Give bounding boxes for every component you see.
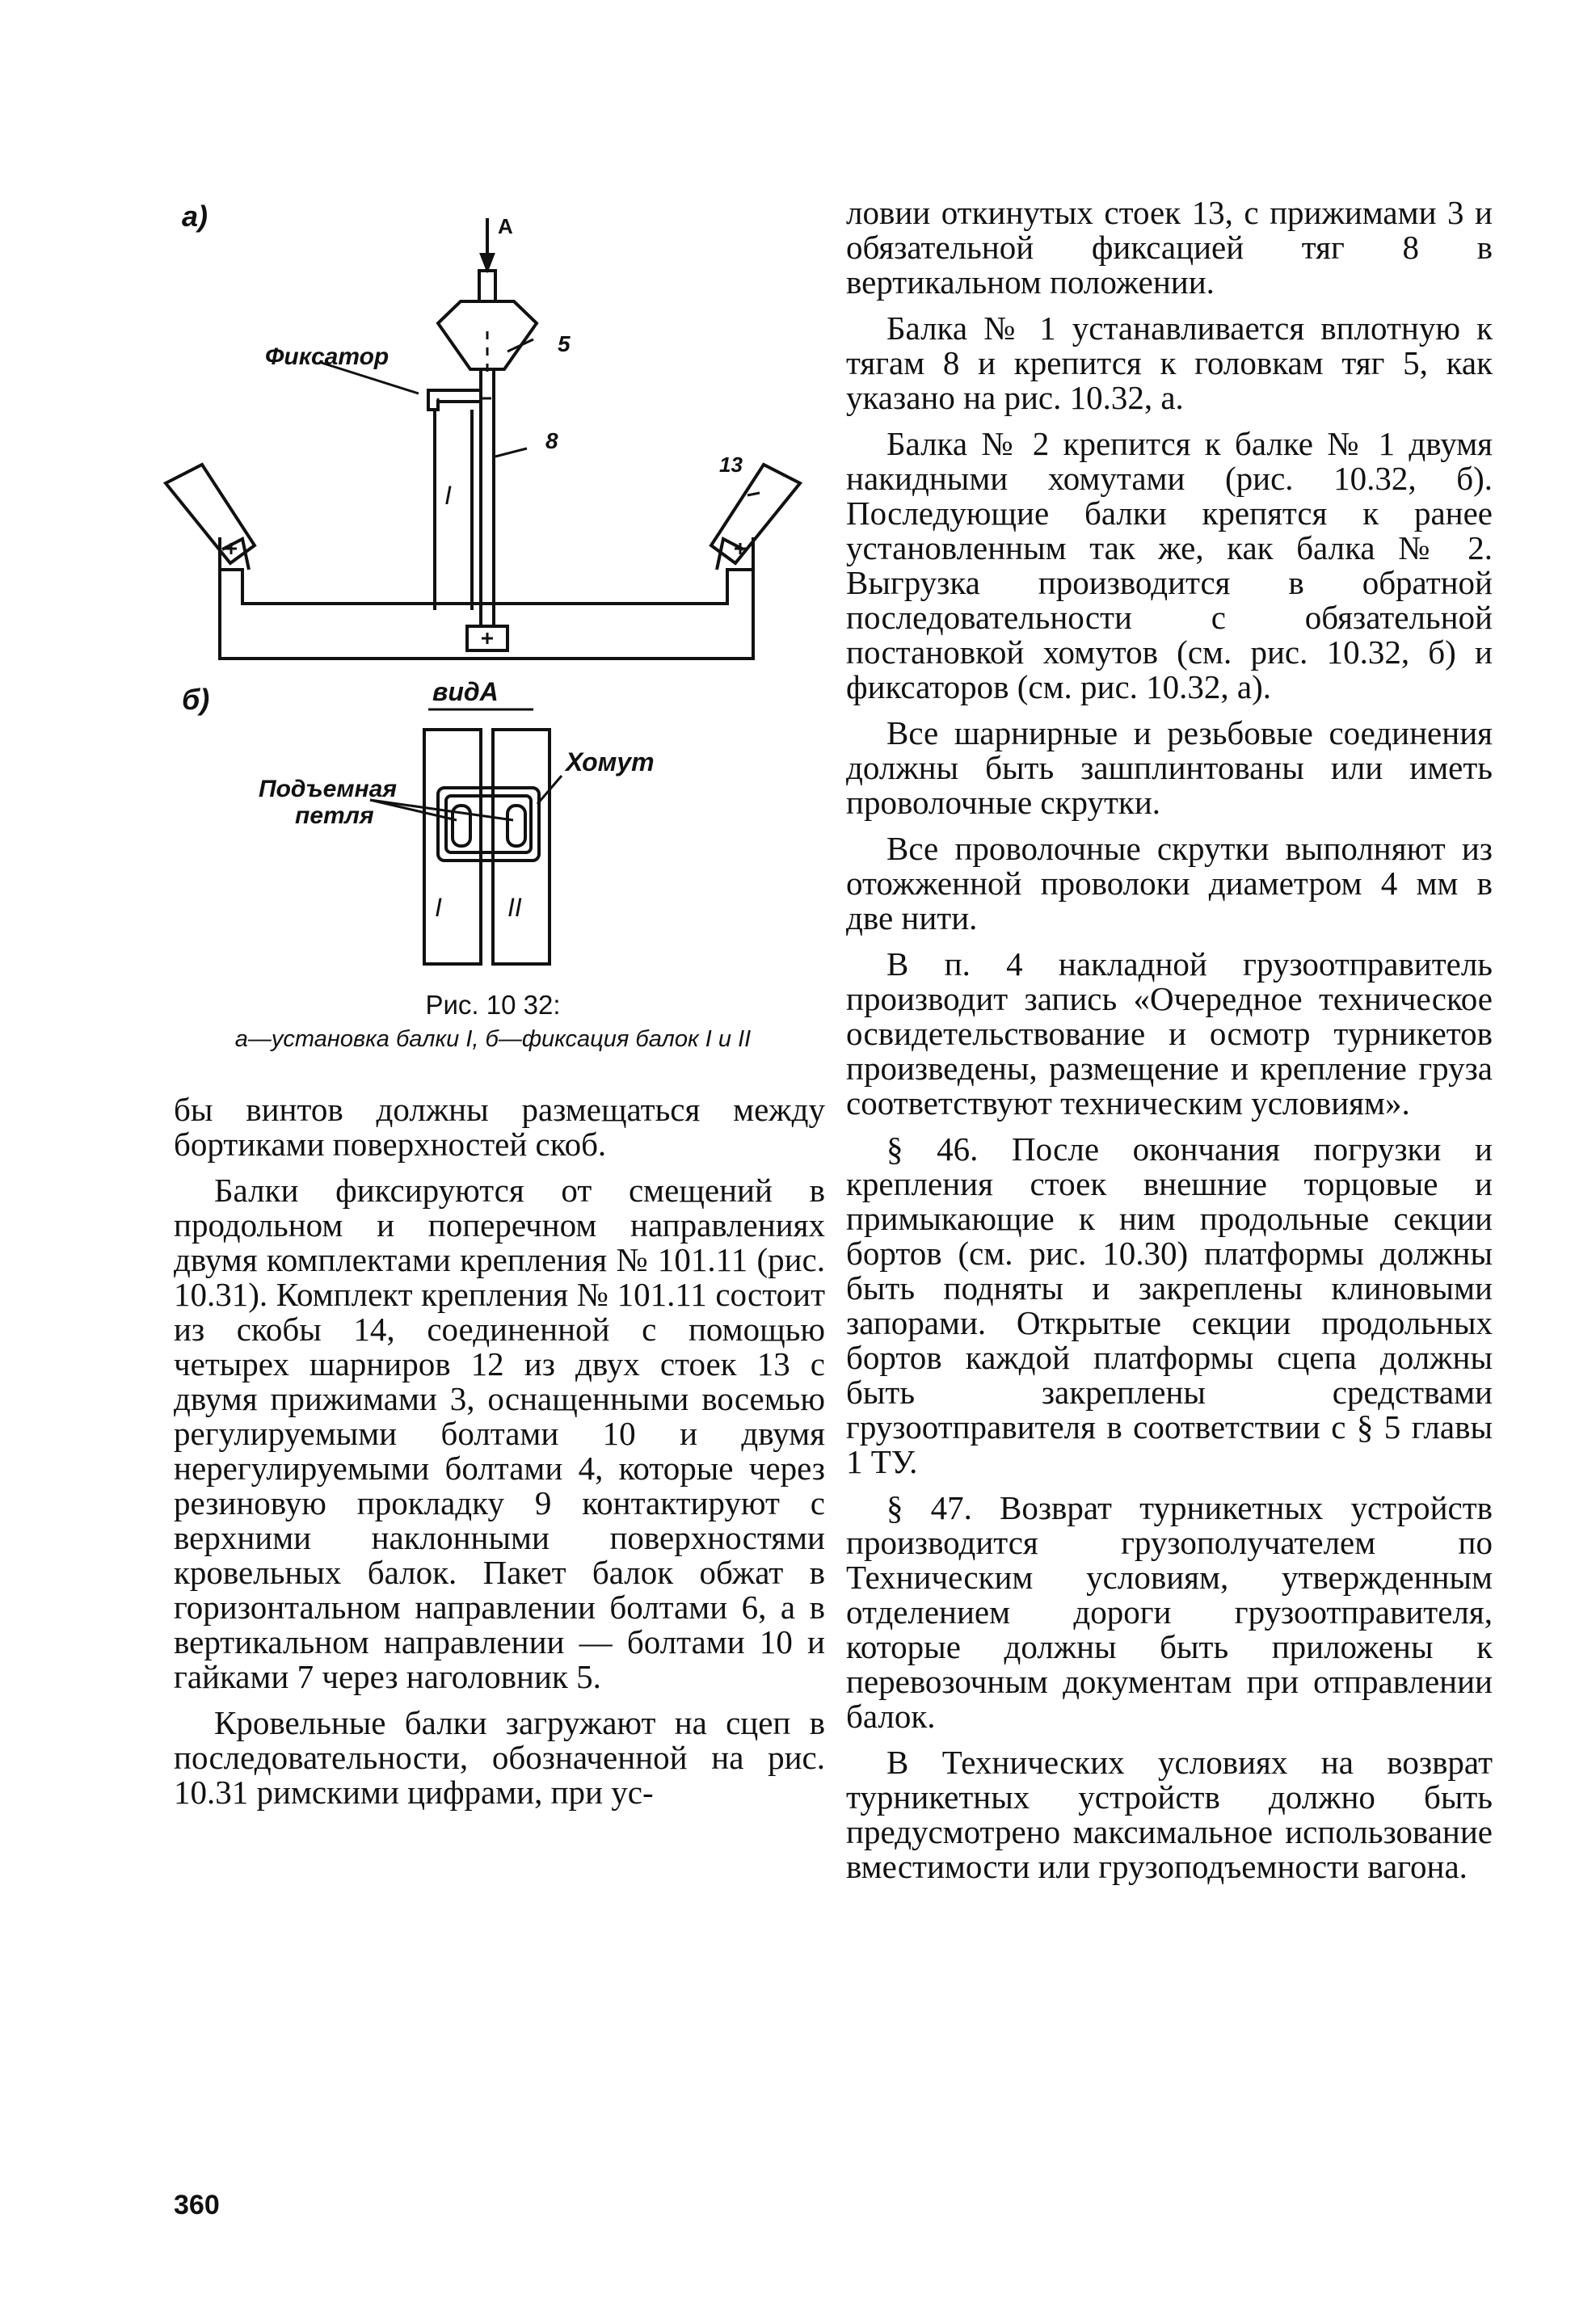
arrow-a-head bbox=[482, 255, 493, 269]
beam-ii-view bbox=[493, 730, 550, 964]
left-column bbox=[174, 1092, 825, 1821]
label-5: 5 bbox=[558, 331, 571, 356]
fixator-label: Фиксатор bbox=[265, 343, 390, 370]
paragraph: § 46. После окончания погрузки и крепления стоек внешние торцовые и примыкающие к ним продольные секции бортов (см. рис. 10.30) платформы должны быть подняты и закреплены клиновыми запорами. Открытые секции продольных бортов каждой платформы сцепа должны быть закреплены средствами грузоотправителя в соответствии с § 5 главы 1 ТУ. bbox=[846, 1130, 1493, 1480]
figure-caption-text: а—установка балки I, б—фиксация балок I и II bbox=[234, 1026, 752, 1052]
paragraph: Балка № 1 устанавливается вплотную к тягам 8 и крепится к головкам тяг 5, как указано на рис. 10.32, а. bbox=[846, 309, 1493, 416]
figure-10-32 bbox=[162, 190, 824, 1071]
right-stand bbox=[711, 465, 800, 563]
lifting-loop-label-1: Подъемная bbox=[259, 776, 398, 802]
beam-i-view bbox=[424, 730, 481, 964]
leader-13 bbox=[747, 493, 760, 495]
paragraph: Все шарнирные и резьбовые соединения должны быть зашплинтованы или иметь проволочные скрутки. bbox=[846, 714, 1493, 821]
loop-right bbox=[507, 806, 525, 846]
rod-top bbox=[479, 271, 495, 301]
arrow-label: А bbox=[498, 214, 513, 238]
label-8: 8 bbox=[545, 428, 558, 453]
fixator-shape bbox=[428, 390, 481, 410]
paragraph: бы винтов должны размещаться между бортиками поверхностей скоб. bbox=[174, 1091, 825, 1163]
figure-caption-title: Рис. 10 32: bbox=[425, 990, 561, 1020]
view-title: видА bbox=[432, 677, 499, 706]
panel-a-label: а) bbox=[182, 200, 208, 233]
leader-8 bbox=[495, 448, 527, 457]
paragraph: В п. 4 накладной грузоотправитель производит запись «Очередное техническое освидетельствование и осмотр турникетов произведены, размещение и крепление груза соответствуют техническим условиям». bbox=[846, 945, 1493, 1122]
frame-inner bbox=[218, 570, 752, 604]
label-beam-i: I bbox=[444, 481, 452, 510]
figure-drawing bbox=[162, 190, 824, 982]
paragraph: Кровельные балки загружают на сцеп в последовательности, обозначенной на рис. 10.31 римскими цифрами, при ус- bbox=[174, 1704, 825, 1811]
left-hinge bbox=[222, 539, 249, 570]
leader-5 bbox=[507, 339, 533, 351]
label-13: 13 bbox=[719, 452, 743, 477]
paragraph: В Технических условиях на возврат турникетных устройств должно быть предусмотрено максимальное использование вместимости или грузоподъемности вагона. bbox=[846, 1744, 1493, 1885]
paragraph: ловии откинутых стоек 13, с прижимами 3 и обязательной фиксацией тяг 8 в вертикальном положении. bbox=[846, 194, 1493, 301]
right-column bbox=[846, 196, 1493, 1896]
left-stand bbox=[166, 465, 255, 563]
label-beam-ii-view: II bbox=[507, 893, 522, 922]
paragraph: Все проволочные скрутки выполняют из отожженной проволоки диаметром 4 мм в две нити. bbox=[846, 830, 1493, 936]
page-number: 360 bbox=[174, 2190, 220, 2220]
paragraph: Балки фиксируются от смещений в продольном и поперечном направлениях двумя комплектами крепления № 101.11 (рис. 10.31). Комплект крепления № 101.11 состоит из скобы 14, соединенной с помощью четырех шарниров 12 из двух стоек 13 с двумя прижимами 3, оснащенными восемью регулируемыми болтами 10 и двумя нерегулируемыми болтами 4, которые через резиновую прокладку 9 контактируют с верхними наклонными поверхностями кровельных балок. Пакет балок обжат в горизонтальном направлении болтами 6, а в вертикальном направлении — болтами 10 и гайками 7 через наголовник 5. bbox=[174, 1172, 825, 1695]
lifting-loop-label-2: петля bbox=[295, 802, 374, 829]
panel-b-label: б) bbox=[182, 683, 210, 716]
paragraph: § 47. Возврат турникетных устройств производится грузополучателем по Техническим условиям, утвержденным отделением дороги грузоотправителя, которые должны быть приложены к перевозочным документам при отправлении балок. bbox=[846, 1489, 1493, 1735]
clamp-label: Хомут bbox=[566, 747, 655, 777]
paragraph: Балка № 2 крепится к балке № 1 двумя накидными хомутами (рис. 10.32, б). Последующие балки крепятся к ранее установленным так же, как балка № 2. Выгрузка производится в обратной последовательности с обязательной постановкой хомутов (см. рис. 10.32, б) и фиксаторов (см. рис. 10.32, а). bbox=[846, 425, 1493, 705]
label-beam-i-view: I bbox=[435, 893, 442, 922]
